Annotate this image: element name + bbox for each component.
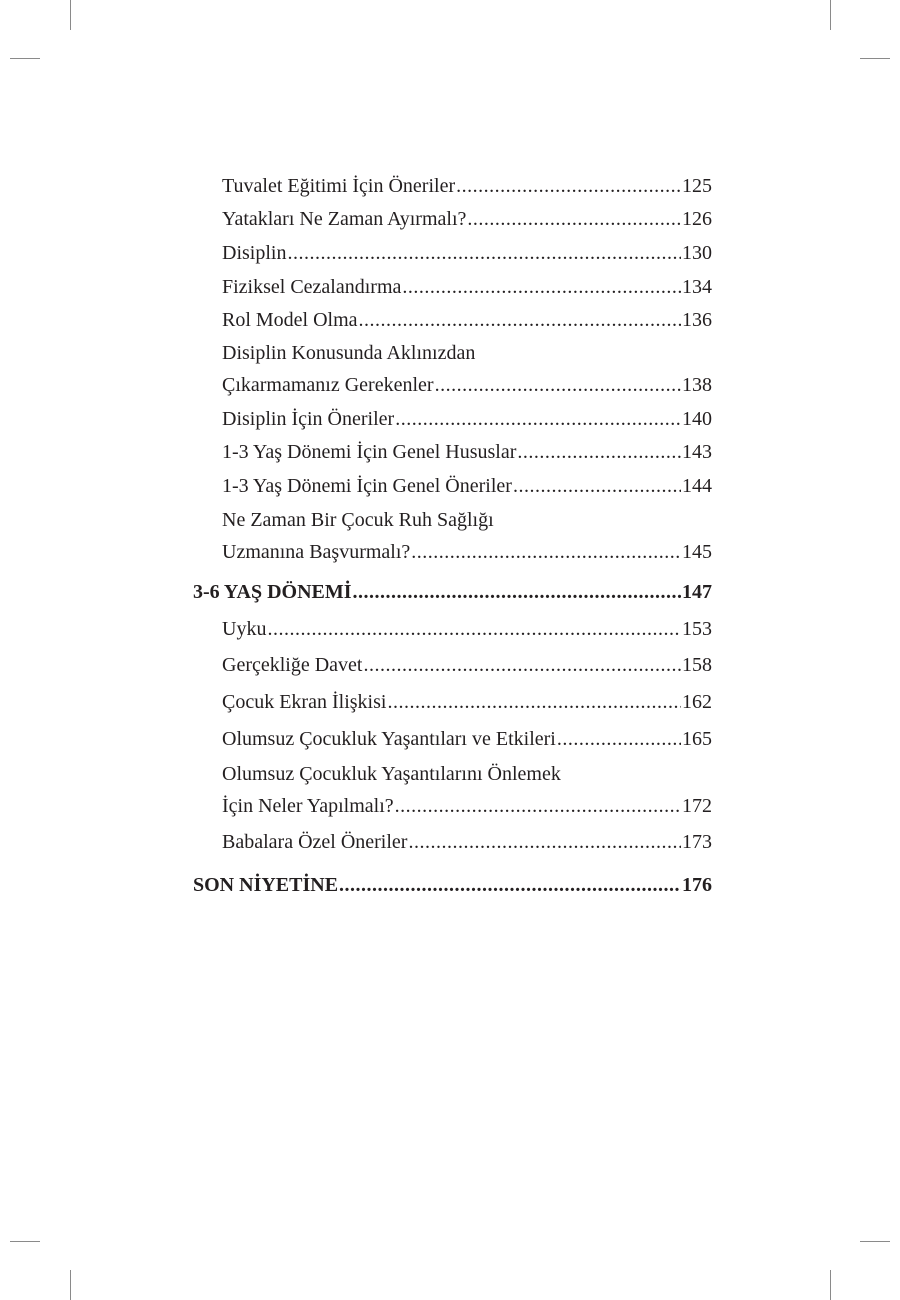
toc-entry[interactable] (222, 241, 712, 265)
dot-leader (435, 373, 681, 397)
toc-entry-title-line1: Disiplin Konusunda Aklınızdan (222, 342, 476, 364)
toc-entry-page: 145 (682, 541, 712, 563)
toc-entry-title: Disiplin (222, 242, 287, 264)
dot-leader (402, 275, 681, 299)
toc-entry-page: 162 (682, 691, 712, 713)
toc-entry[interactable] (222, 794, 712, 818)
toc-entry-title: Fiziksel Cezalandırma (222, 276, 402, 298)
toc-chapter-page: 147 (682, 581, 712, 603)
toc-entry-title-line1: Olumsuz Çocukluk Yaşantılarını Önlemek (222, 763, 561, 785)
toc-chapter-title: SON NİYETİNE (193, 874, 339, 896)
toc-entry-title: Tuvalet Eğitimi İçin Öneriler (222, 175, 456, 197)
toc-entry-page: 126 (682, 208, 712, 230)
dot-leader (287, 241, 681, 265)
toc-entry-title: Yatakları Ne Zaman Ayırmalı? (222, 208, 467, 230)
dot-leader (359, 308, 681, 332)
toc-entry-page: 165 (682, 728, 712, 750)
toc-entry-page: 130 (682, 242, 712, 264)
toc-entry-page: 153 (682, 618, 712, 640)
toc-entry-page: 138 (682, 374, 712, 396)
toc-entry[interactable] (222, 174, 712, 198)
toc-entry-page: 140 (682, 408, 712, 430)
dot-leader (267, 617, 681, 641)
toc-entry[interactable] (222, 440, 712, 464)
toc-entry-title: Disiplin İçin Öneriler (222, 408, 395, 430)
dot-leader (395, 407, 681, 431)
dot-leader (513, 474, 681, 498)
dot-leader (363, 653, 681, 677)
toc-entry-title: Uzmanına Başvurmalı? (222, 541, 411, 563)
toc-entry-page: 172 (682, 795, 712, 817)
toc-entry[interactable] (222, 308, 712, 332)
toc-entry-title: Çıkarmamanız Gerekenler (222, 374, 434, 396)
dot-leader (395, 794, 681, 818)
toc-entry-page: 173 (682, 831, 712, 853)
toc-entry[interactable] (222, 275, 712, 299)
toc-entry-page: 125 (682, 175, 712, 197)
toc-chapter[interactable] (193, 873, 712, 897)
toc-entry-title: 1-3 Yaş Dönemi İçin Genel Öneriler (222, 475, 512, 497)
toc-entry[interactable] (222, 207, 712, 231)
toc-entry[interactable] (222, 407, 712, 431)
toc-entry-page: 144 (682, 475, 712, 497)
toc-chapter-page: 176 (682, 874, 712, 896)
dot-leader (408, 830, 681, 854)
dot-leader (517, 440, 681, 464)
toc-entry-title-line1: Ne Zaman Bir Çocuk Ruh Sağlığı (222, 509, 494, 531)
toc-entry[interactable] (222, 474, 712, 498)
dot-leader (339, 873, 681, 897)
toc-entry-title: Babalara Özel Öneriler (222, 831, 408, 853)
toc-entry[interactable] (222, 653, 712, 677)
toc-chapter[interactable] (193, 580, 712, 604)
toc-entry[interactable] (222, 727, 712, 751)
toc-entry[interactable] (222, 617, 712, 641)
dot-leader (411, 540, 681, 564)
toc-entry-page: 136 (682, 309, 712, 331)
toc-entry-title: 1-3 Yaş Dönemi İçin Genel Hususlar (222, 441, 517, 463)
toc-entry[interactable] (222, 830, 712, 854)
toc-chapter-title: 3-6 YAŞ DÖNEMİ (193, 581, 352, 603)
dot-leader (467, 207, 681, 231)
toc-entry-title: Uyku (222, 618, 267, 640)
toc-entry-title: Gerçekliğe Davet (222, 654, 363, 676)
toc-entry-title: Çocuk Ekran İlişkisi (222, 691, 387, 713)
toc-entry[interactable] (222, 540, 712, 564)
toc-entry-page: 134 (682, 276, 712, 298)
dot-leader (387, 690, 681, 714)
toc-entry-title: İçin Neler Yapılmalı? (222, 795, 394, 817)
toc-entry[interactable] (222, 690, 712, 714)
toc-entry-title: Rol Model Olma (222, 309, 358, 331)
toc-entry-page: 143 (682, 441, 712, 463)
dot-leader (353, 580, 681, 604)
toc-entry-page: 158 (682, 654, 712, 676)
dot-leader (557, 727, 681, 751)
toc-entry[interactable] (222, 373, 712, 397)
toc-entry-title: Olumsuz Çocukluk Yaşantıları ve Etkileri (222, 728, 556, 750)
dot-leader (456, 174, 681, 198)
